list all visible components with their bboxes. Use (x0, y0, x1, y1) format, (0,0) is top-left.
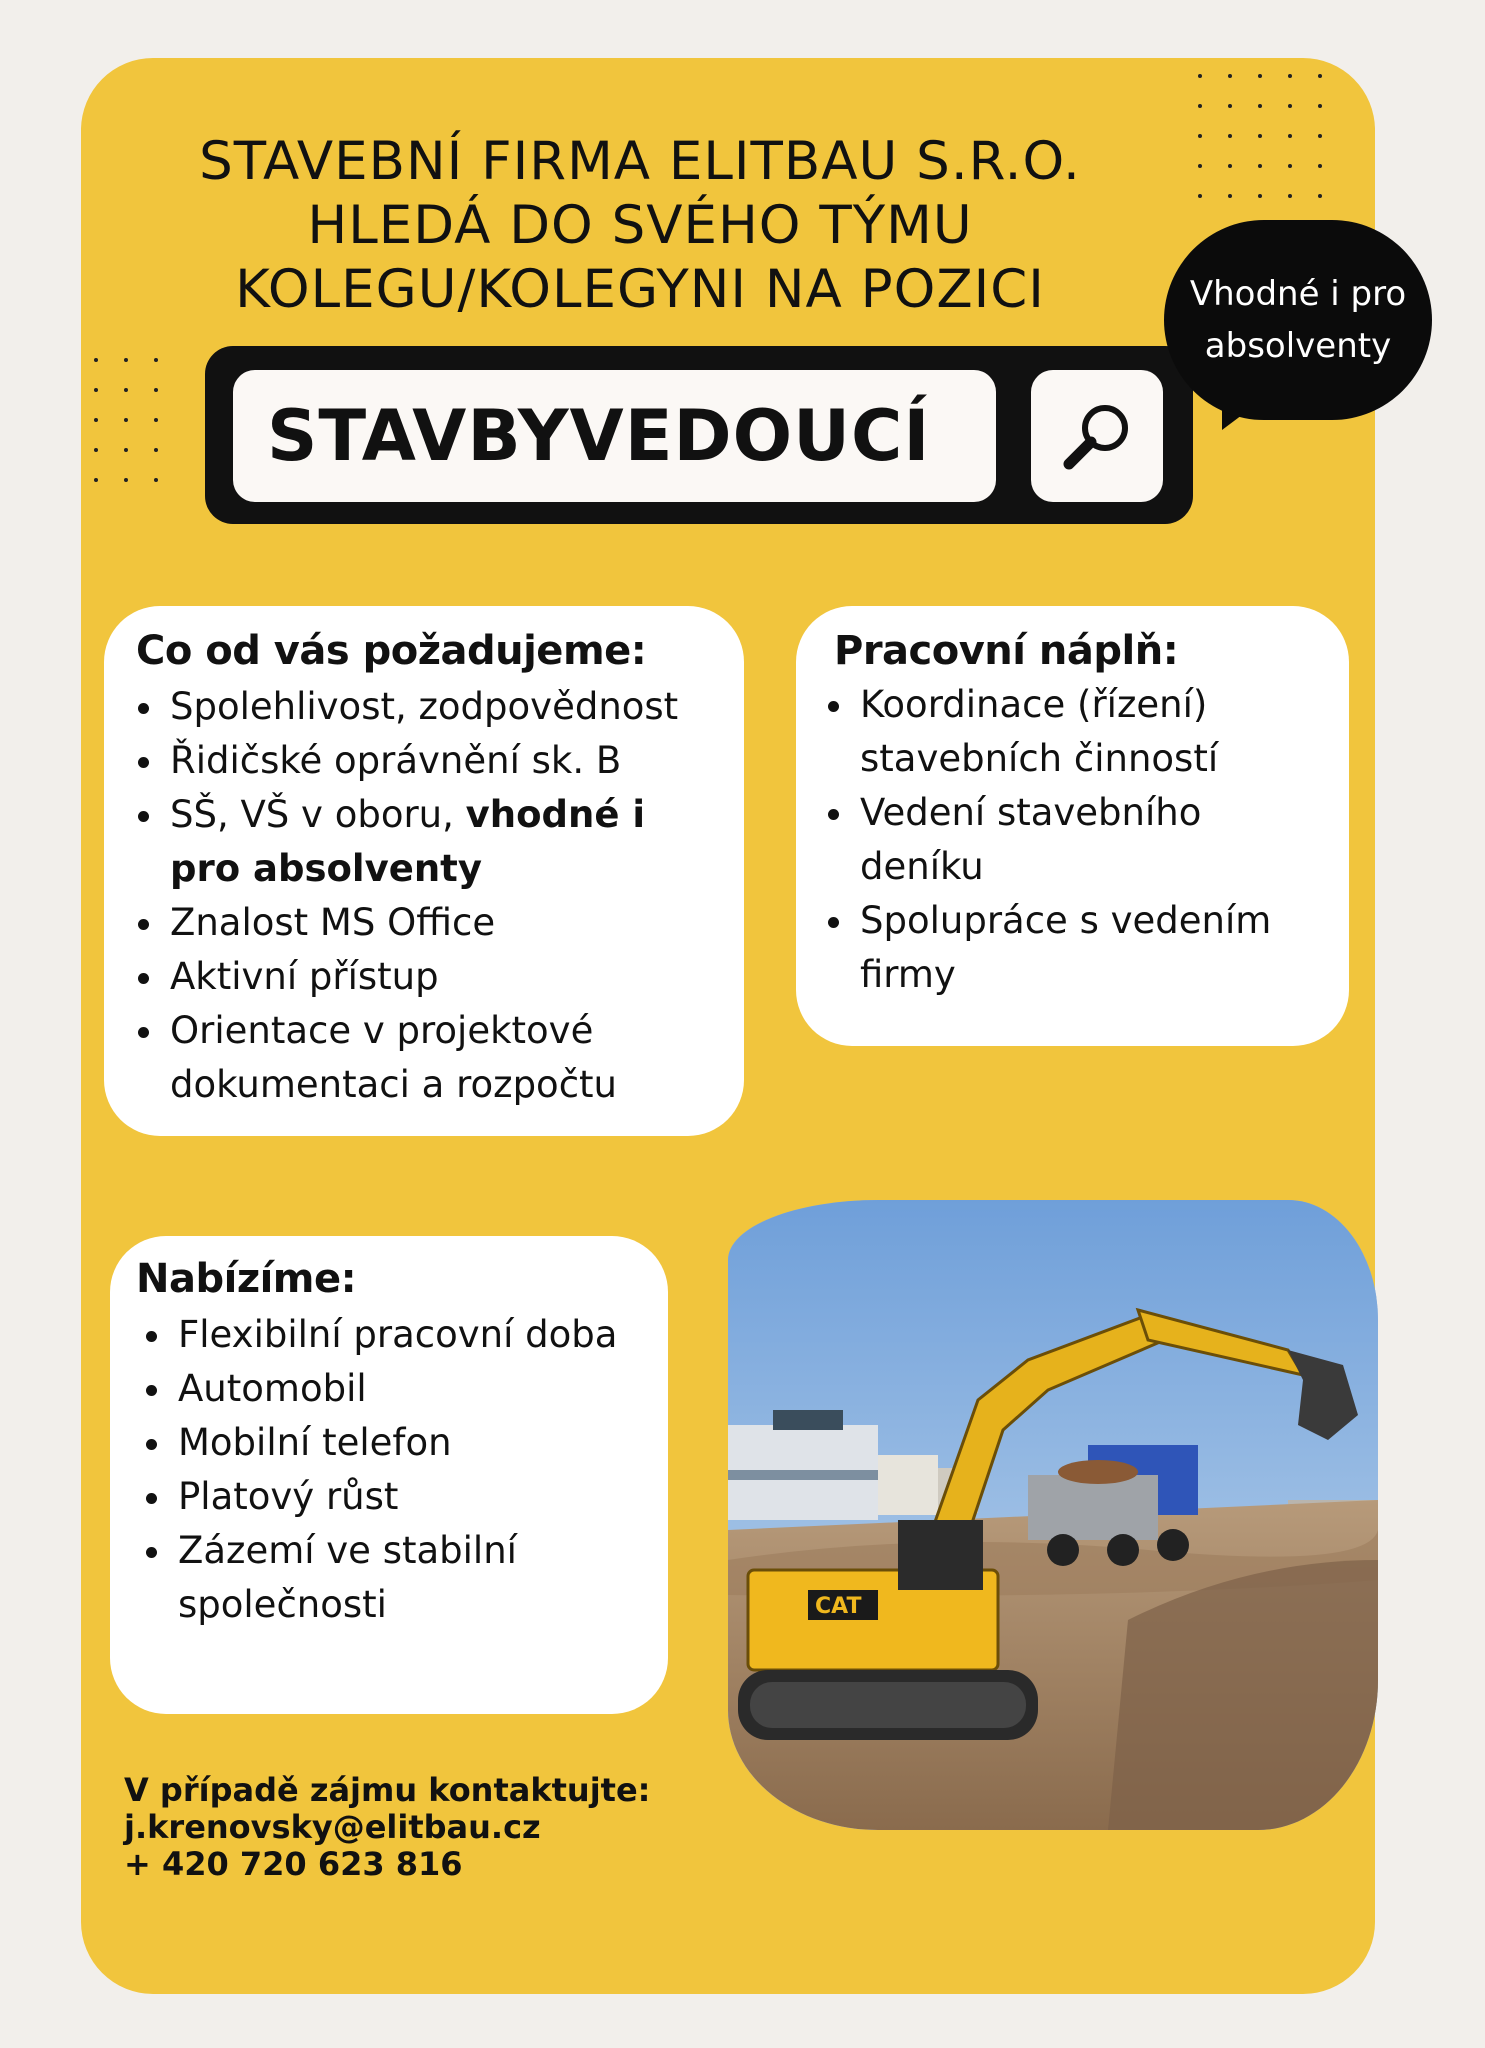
list-item: Mobilní telefon (144, 1416, 648, 1470)
search-icon (1055, 394, 1139, 478)
speech-bubble (1164, 220, 1432, 420)
requirements-list (136, 680, 724, 1112)
offer-title: Nabízíme: (136, 1256, 357, 1302)
bubble-line-1: Vhodné i pro (1189, 274, 1407, 314)
excavator-illustration (728, 1200, 1378, 1830)
duties-list (826, 678, 1319, 1002)
requirements-title: Co od vás požadujeme: (136, 628, 647, 674)
excavator-photo (728, 1200, 1378, 1830)
list-item: Spolehlivost, zodpovědnost (136, 680, 724, 734)
position-title-field: STAVBYVEDOUCÍ (233, 370, 996, 502)
cat-logo: CAT (815, 1594, 862, 1619)
list-item: Spolupráce s vedením firmy (826, 894, 1319, 1002)
list-item: Zázemí ve stabilní společnosti (144, 1524, 648, 1632)
headline-line-1: STAVEBNÍ FIRMA ELITBAU S.R.O. (199, 131, 1081, 192)
requirements-panel (104, 606, 744, 1136)
duties-panel (796, 606, 1349, 1046)
headline (120, 130, 1160, 322)
contact-heading: V případě zájmu kontaktujte: (124, 1771, 651, 1809)
list-item (136, 788, 724, 896)
position-search-bar (205, 346, 1193, 524)
list-item: Flexibilní pracovní doba (144, 1308, 648, 1362)
list-item: Platový růst (144, 1470, 648, 1524)
headline-line-3: KOLEGU/KOLEGYNI NA POZICI (235, 259, 1045, 320)
contact-email[interactable]: j.krenovsky@elitbau.cz (124, 1808, 541, 1846)
list-item: Koordinace (řízení) stavebních činností (826, 678, 1319, 786)
headline-line-2: HLEDÁ DO SVÉHO TÝMU (307, 195, 973, 256)
list-item: Znalost MS Office (136, 896, 724, 950)
list-item: Aktivní přístup (136, 950, 724, 1004)
offer-list (136, 1308, 648, 1632)
offer-panel (110, 1236, 668, 1714)
list-item-text: SŠ, VŠ v oboru, (170, 793, 454, 836)
search-button (1031, 370, 1163, 502)
list-item: Řidičské oprávnění sk. B (136, 734, 724, 788)
duties-title: Pracovní náplň: (834, 628, 1179, 674)
dot-grid-top-right (1198, 74, 1358, 224)
list-item: Vedení stavebního deníku (826, 786, 1319, 894)
contact-phone[interactable]: + 420 720 623 816 (124, 1845, 463, 1883)
dot-grid-left (94, 358, 184, 508)
list-item: Orientace v projektové dokumentaci a rozpočtu (136, 1004, 724, 1112)
contact-block (124, 1772, 744, 1883)
list-item: Automobil (144, 1362, 648, 1416)
bubble-line-2: absolventy (1204, 326, 1392, 366)
list-item-highlight: vhodné i pro absolventy (170, 793, 646, 890)
